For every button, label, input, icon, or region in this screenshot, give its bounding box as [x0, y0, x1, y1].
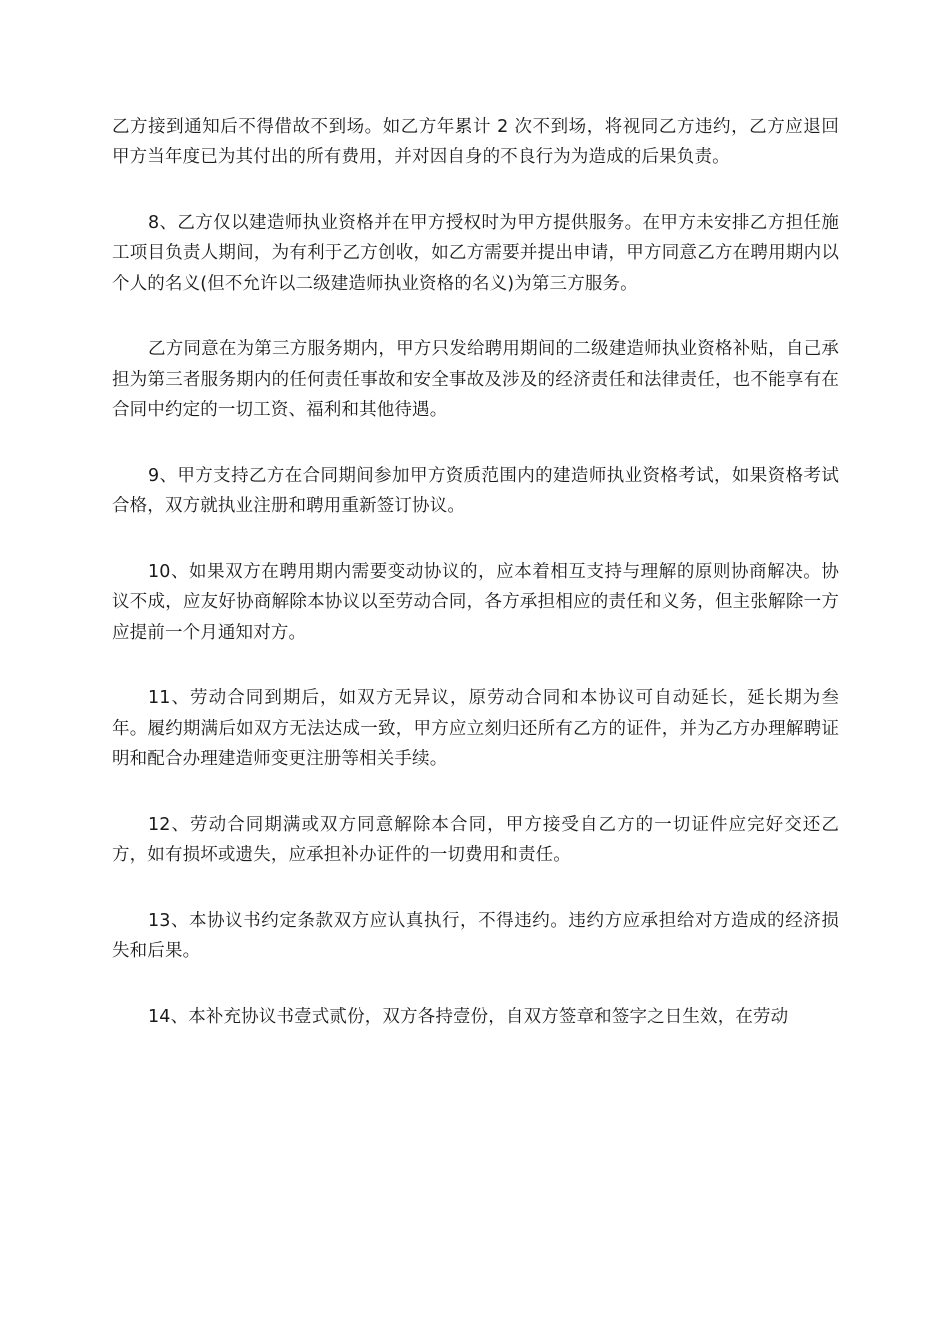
paragraph-clause-13: 13、本协议书约定条款双方应认真执行，不得违约。违约方应承担给对方造成的经济损失和后果。: [112, 910, 839, 962]
paragraph-clause-12: 12、劳动合同期满或双方同意解除本合同，甲方接受自乙方的一切证件应完好交还乙方，如有损坏或遗失，应承担补办证件的一切费用和责任。: [112, 814, 839, 866]
paragraph-clause-10: 10、如果双方在聘用期内需要变动协议的，应本着相互支持与理解的原则协商解决。协议不成，应友好协商解除本协议以至劳动合同，各方承担相应的责任和义务，但主张解除一方应提前一个月通知对方。: [112, 561, 839, 643]
paragraph-clause-8-supplement: 乙方同意在为第三方服务期内，甲方只发给聘用期间的二级建造师执业资格补贴，自己承担为第三者服务期内的任何责任事故和安全事故及涉及的经济责任和法律责任，也不能享有在合同中约定的一切工资、福利和其他待遇。: [112, 339, 839, 421]
paragraph-clause-11: 11、劳动合同到期后，如双方无异议，原劳动合同和本协议可自动延长，延长期为叁年。履约期满后如双方无法达成一致，甲方应立刻归还所有乙方的证件，并为乙方办理解聘证明和配合办理建造师变更注册等相关手续。: [112, 688, 839, 769]
paragraph-clause-14: 14、本补充协议书壹式贰份，双方各持壹份，自双方签章和签字之日生效，在劳动: [148, 1006, 789, 1027]
paragraph-continuation: 乙方接到通知后不得借故不到场。如乙方年累计 2 次不到场，将视同乙方违约，乙方应退回甲方当年度已为其付出的所有费用，并对因自身的不良行为为造成的后果负责。: [112, 117, 839, 168]
paragraph-clause-8: 8、乙方仅以建造师执业资格并在甲方授权时为甲方提供服务。在甲方未安排乙方担任施工项目负责人期间，为有利于乙方创收，如乙方需要并提出申请，甲方同意乙方在聘用期内以个人的名义(但不允许以二级建造师执业资格的名义)为第三方服务。: [112, 213, 839, 294]
paragraph-clause-9: 9、甲方支持乙方在合同期间参加甲方资质范围内的建造师执业资格考试，如果资格考试合格，双方就执业注册和聘用重新签订协议。: [112, 465, 839, 517]
document-body: [112, 112, 839, 1068]
